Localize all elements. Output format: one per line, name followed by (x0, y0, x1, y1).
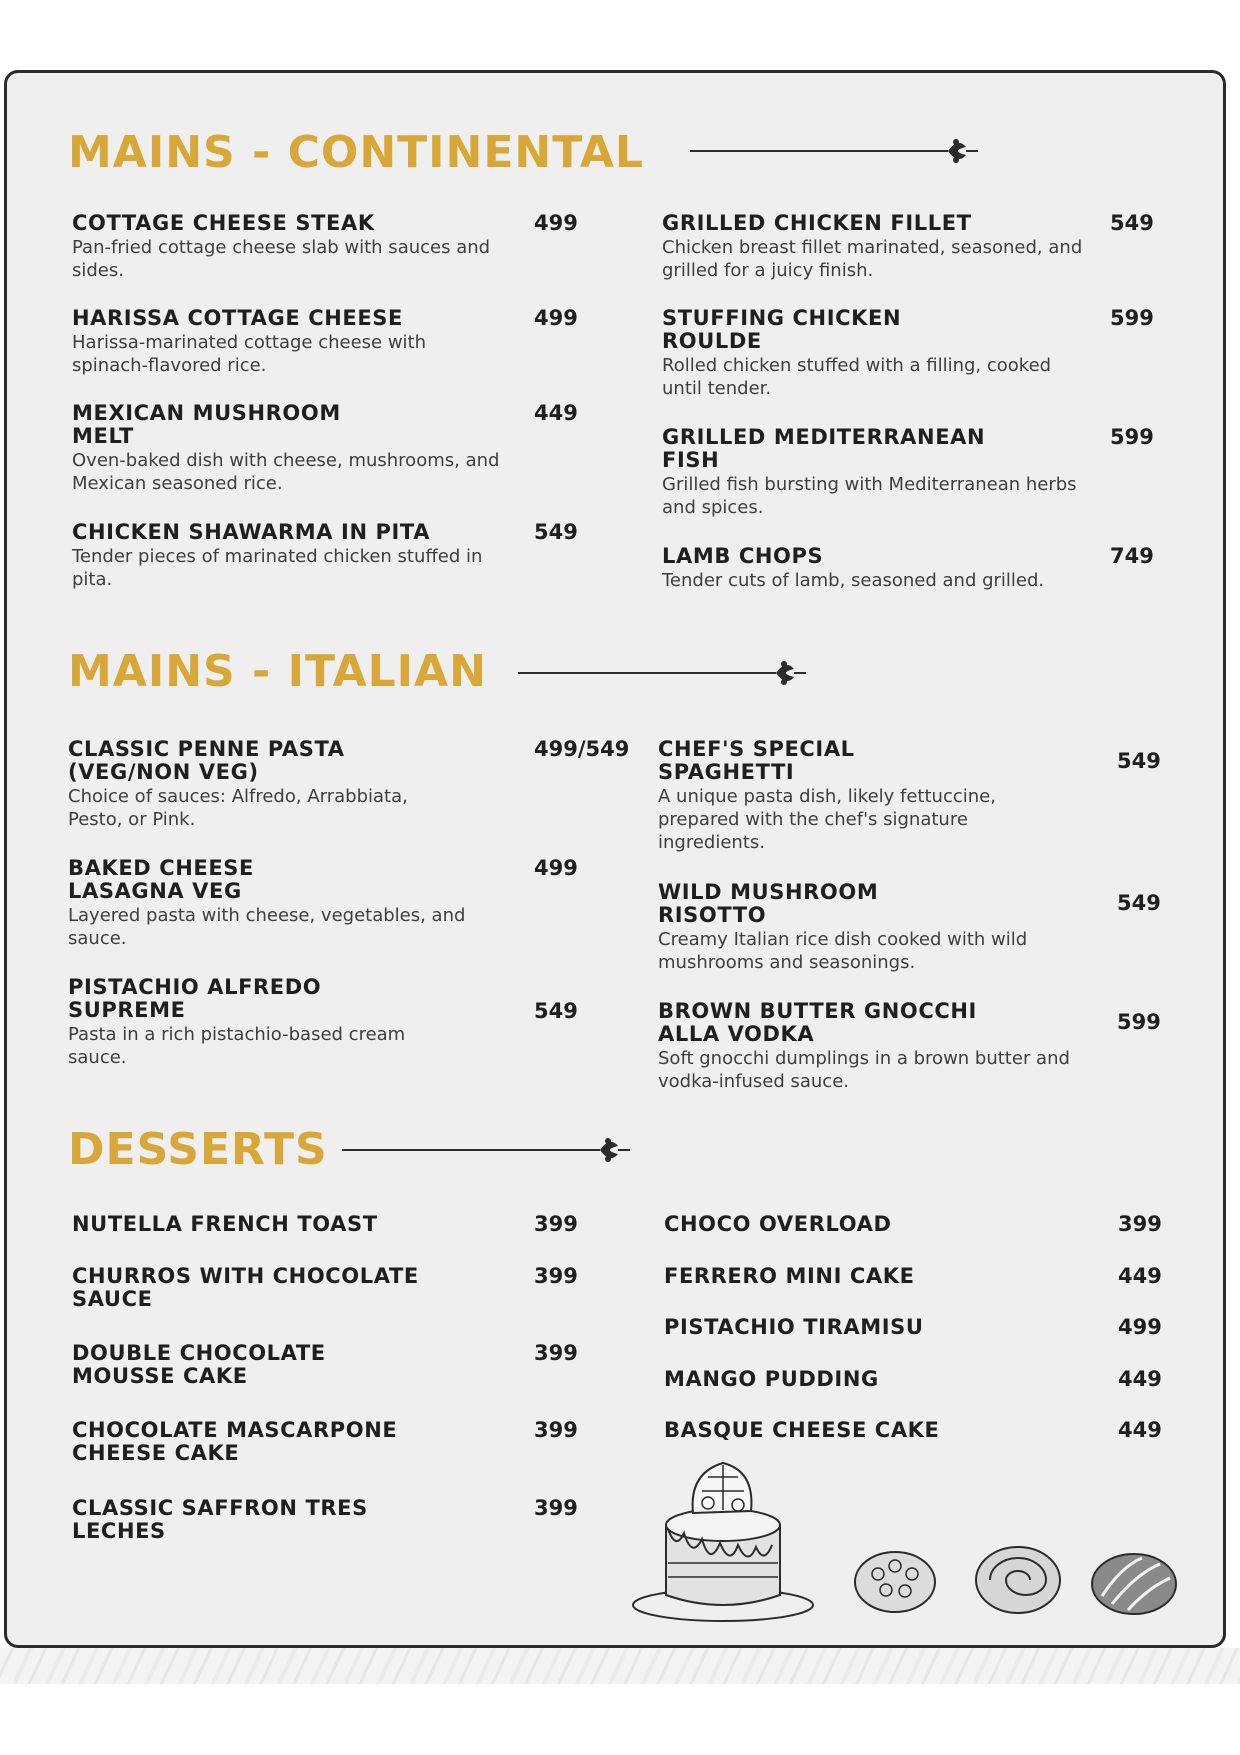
item-name: LAMB CHOPS (662, 544, 824, 568)
section-title-desserts: DESSERTS (68, 1124, 328, 1175)
item-price: 399 (1118, 1212, 1162, 1236)
item-description: Pan-fried cottage cheese slab with sauces and sides. (72, 237, 491, 281)
item-price: 549 (534, 999, 578, 1023)
menu-item (72, 1342, 472, 1388)
item-price: 749 (1110, 544, 1154, 568)
dessert-ball-illustration (850, 1544, 940, 1616)
item-name: PISTACHIO ALFREDO SUPREME (68, 975, 322, 1022)
item-name: STUFFING CHICKEN ROULDE (662, 306, 902, 353)
menu-item (658, 738, 1088, 854)
item-price: 499/549 (534, 737, 630, 761)
menu-item (68, 738, 478, 831)
item-price: 399 (534, 1496, 578, 1520)
menu-item (662, 307, 1092, 400)
menu-item (662, 545, 1102, 592)
section-title-continental: MAINS - CONTINENTAL (68, 127, 644, 178)
item-name: CHOCO OVERLOAD (664, 1212, 892, 1236)
item-description: Harissa-marinated cottage cheese with spinach-flavored rice. (72, 332, 427, 376)
item-description: Rolled chicken stuffed with a filling, cooked until tender. (662, 355, 1052, 399)
item-name: CHEF'S SPECIAL SPAGHETTI (658, 737, 855, 784)
item-name: BAKED CHEESE LASAGNA VEG (68, 856, 254, 903)
menu-item (72, 521, 502, 591)
item-name: NUTELLA FRENCH TOAST (72, 1212, 378, 1236)
item-price: 599 (1117, 1010, 1161, 1034)
fleur-arrow-icon (518, 658, 808, 688)
item-price: 599 (1110, 306, 1154, 330)
fleur-arrow-icon (690, 136, 980, 166)
menu-item (72, 1213, 472, 1236)
menu-item (662, 212, 1092, 282)
section-title-italian: MAINS - ITALIAN (68, 646, 487, 697)
cake-illustration (628, 1455, 818, 1630)
item-name: GRILLED CHICKEN FILLET (662, 211, 972, 235)
item-description: Layered pasta with cheese, vegetables, and sauce. (68, 905, 466, 949)
item-name: HARISSA COTTAGE CHEESE (72, 306, 403, 330)
item-name: CLASSIC PENNE PASTA (VEG/NON VEG) (68, 737, 345, 784)
item-name: BROWN BUTTER GNOCCHI ALLA VODKA (658, 999, 977, 1046)
item-description: Chicken breast fillet marinated, seasoned, and grilled for a juicy finish. (662, 237, 1083, 281)
item-name: MANGO PUDDING (664, 1367, 879, 1391)
item-price: 399 (534, 1212, 578, 1236)
item-price: 549 (1117, 749, 1161, 773)
item-price: 499 (534, 306, 578, 330)
item-price: 549 (1110, 211, 1154, 235)
dessert-ball-illustration (1088, 1546, 1180, 1618)
item-name: CHOCOLATE MASCARPONE CHEESE CAKE (72, 1418, 398, 1465)
decorative-strip (0, 1648, 1240, 1684)
menu-item (72, 402, 502, 495)
menu-item (664, 1368, 1064, 1391)
item-name: MEXICAN MUSHROOM MELT (72, 401, 341, 448)
menu-item (664, 1419, 1064, 1442)
menu-item (662, 426, 1092, 519)
item-name: CHURROS WITH CHOCOLATE SAUCE (72, 1264, 419, 1311)
dessert-ball-illustration (972, 1540, 1064, 1616)
item-description: Choice of sauces: Alfredo, Arrabbiata, Pesto, or Pink. (68, 786, 408, 830)
item-name: FERRERO MINI CAKE (664, 1264, 915, 1288)
item-description: Tender pieces of marinated chicken stuffed in pita. (72, 546, 483, 590)
item-price: 499 (1118, 1315, 1162, 1339)
menu-item (72, 1419, 472, 1465)
menu-item (72, 212, 502, 282)
menu-item (658, 1000, 1088, 1093)
item-price: 599 (1110, 425, 1154, 449)
menu-item (664, 1213, 1064, 1236)
item-price: 399 (534, 1264, 578, 1288)
item-price: 449 (1118, 1264, 1162, 1288)
item-price: 499 (534, 856, 578, 880)
menu-item (72, 1265, 472, 1311)
menu-item (664, 1316, 1064, 1339)
item-description: Tender cuts of lamb, seasoned and grilled. (662, 570, 1045, 591)
item-price: 449 (534, 401, 578, 425)
item-description: A unique pasta dish, likely fettuccine, prepared with the chef's signature ingredients. (658, 786, 996, 853)
item-price: 499 (534, 211, 578, 235)
item-name: DOUBLE CHOCOLATE MOUSSE CAKE (72, 1341, 326, 1388)
item-name: PISTACHIO TIRAMISU (664, 1315, 924, 1339)
fleur-arrow-icon (342, 1135, 632, 1165)
menu-item (68, 976, 478, 1069)
item-description: Pasta in a rich pistachio-based cream sauce. (68, 1024, 406, 1068)
item-price: 449 (1118, 1418, 1162, 1442)
item-name: GRILLED MEDITERRANEAN FISH (662, 425, 986, 472)
item-price: 549 (1117, 891, 1161, 915)
item-name: WILD MUSHROOM RISOTTO (658, 880, 879, 927)
item-description: Creamy Italian rice dish cooked with wild mushrooms and seasonings. (658, 929, 1028, 973)
menu-item (658, 881, 1088, 974)
menu-item (68, 857, 478, 950)
item-name: BASQUE CHEESE CAKE (664, 1418, 940, 1442)
item-price: 549 (534, 520, 578, 544)
item-description: Soft gnocchi dumplings in a brown butter and vodka-infused sauce. (658, 1048, 1070, 1092)
item-description: Grilled fish bursting with Mediterranean herbs and spices. (662, 474, 1077, 518)
item-name: CLASSIC SAFFRON TRES LECHES (72, 1496, 368, 1543)
item-description: Oven-baked dish with cheese, mushrooms, and Mexican seasoned rice. (72, 450, 500, 494)
menu-item (664, 1265, 1064, 1288)
item-price: 399 (534, 1418, 578, 1442)
menu-item (72, 307, 502, 377)
item-price: 449 (1118, 1367, 1162, 1391)
item-name: CHICKEN SHAWARMA IN PITA (72, 520, 431, 544)
item-price: 399 (534, 1341, 578, 1365)
menu-item (72, 1497, 472, 1543)
item-name: COTTAGE CHEESE STEAK (72, 211, 375, 235)
